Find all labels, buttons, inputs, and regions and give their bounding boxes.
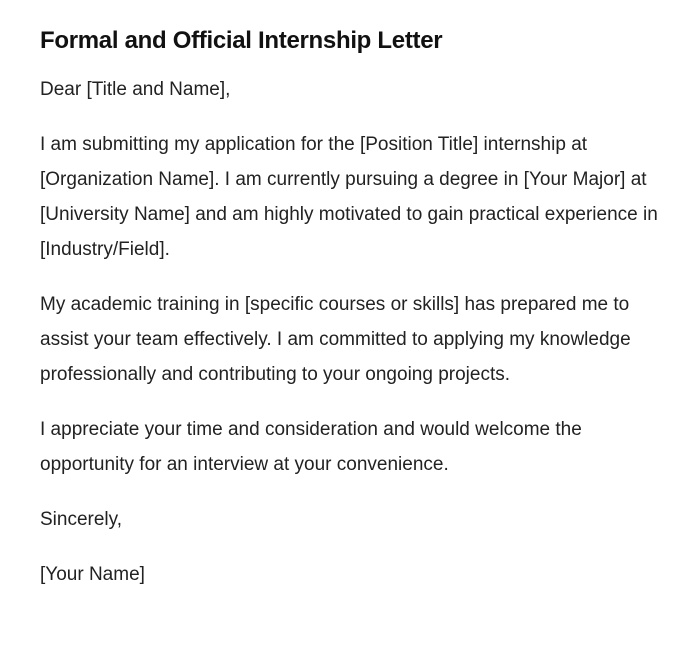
body-paragraph-1: I am submitting my application for the [Position Title] internship at [Organization Name]. I am currently pursuing a degree in [Your Major] at [University Name] and am highly motivated to gain practical experience in [Industry/Field].	[40, 134, 658, 260]
letter-document	[40, 24, 660, 612]
body-paragraph-3: I appreciate your time and consideration and would welcome the opportunity for an interview at your convenience.	[40, 419, 582, 475]
salutation: Dear [Title and Name],	[40, 79, 231, 100]
closing: Sincerely,	[40, 509, 123, 530]
signature: [Your Name]	[40, 564, 145, 585]
letter-title: Formal and Official Internship Letter	[40, 27, 443, 54]
body-paragraph-2: My academic training in [specific courses or skills] has prepared me to assist your team effectively. I am committed to applying my knowledge professionally and contributing to your ongoing projects.	[40, 294, 631, 385]
